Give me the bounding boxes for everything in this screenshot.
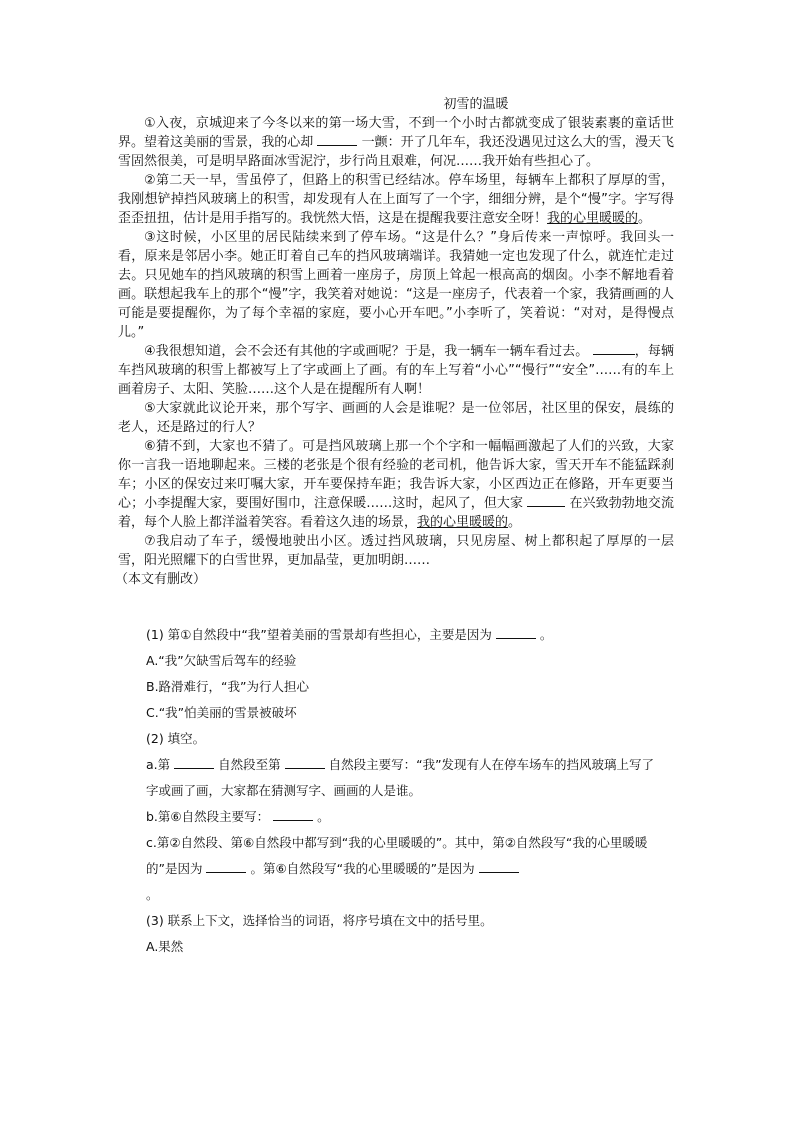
answer-blank[interactable] (317, 133, 357, 146)
underlined-sentence: 我的心里暖暖的 (547, 211, 639, 226)
answer-blank[interactable] (206, 860, 246, 873)
reading-passage (115, 114, 674, 589)
passage-title: 初雪的温暖 (443, 97, 509, 112)
question-2a: a.第 自然段至第 自然段主要写：“我”发现有人在停车场车的挡风玻璃上写了字或画了画，大家都在猜测写字、画画的人是谁。 (146, 757, 655, 798)
source-note: （本文有删改） (115, 572, 207, 587)
paragraph-1: ①入夜，京城迎来了今冬以来的第一场大雪，不到一个小时古都就变成了银装素裹的童话世界。望着这美丽的雪景，我的心却 一颤：开了几年车，我还没遇见过这么大的雪，漫天飞雪固然很美，可是明早路面冰雪泥泞，步行尚且艰难，何况……我开始有些担心了。 (118, 116, 674, 169)
question-2b: b.第⑥自然段主要写： 。 (146, 809, 330, 824)
question-3: (3) 联系上下文，选择恰当的词语，将序号填在文中的括号里。 (146, 913, 493, 928)
question-2c: c.第②自然段、第⑥自然段中都写到“我的心里暖暖的”。其中，第②自然段写“我的心里暖暖的”是因为 。第⑥自然段写“我的心里暖暖的”是因为 。 (146, 835, 648, 902)
answer-blank[interactable] (285, 756, 325, 769)
answer-blank[interactable] (593, 342, 635, 355)
question-section (146, 622, 666, 960)
answer-blank[interactable] (273, 808, 313, 821)
option-c[interactable]: C.“我”怕美丽的雪景被破坏 (146, 705, 297, 720)
paragraph-5: ⑤大家就此议论开来，那个写字、画画的人会是谁呢？是一位邻居，社区里的保安，晨练的老人，还是路过的行人？ (118, 401, 674, 435)
paragraph-7: ⑦我启动了车子，缓慢地驶出小区。透过挡风玻璃，只见房屋、树上都积起了厚厚的一层雪，阳光照耀下的白雪世界，更加晶莹，更加明朗…… (118, 534, 674, 568)
answer-blank[interactable] (496, 626, 536, 639)
question-1: (1) 第①自然段中“我”望着美丽的雪景却有些担心，主要是因为 。 (146, 627, 553, 642)
paragraph-2: ②第二天一早，雪虽停了，但路上的积雪已经结冰。停车场里，每辆车上都积了厚厚的雪，我刚想铲掉挡风玻璃上的积雪，却发现有人在上面写了一个字，细细分辨，是个“慢”字。字写得歪歪扭扭，估计是用手指写的。我恍然大悟，这是在提醒我要注意安全呀！我的心里暖暖的。 (118, 173, 674, 226)
answer-blank[interactable] (174, 756, 214, 769)
option-a-guoran[interactable]: A.果然 (146, 939, 184, 954)
option-b[interactable]: B.路滑难行，“我”为行人担心 (146, 679, 310, 694)
question-2: (2) 填空。 (146, 731, 206, 746)
paragraph-6: ⑥猜不到，大家也不猜了。可是挡风玻璃上那一个个字和一幅幅画激起了人们的兴致，大家你一言我一语地聊起来。三楼的老张是个很有经验的老司机，他告诉大家，雪天开车不能猛踩刹车；小区的保安过来叮嘱大家，开车要保持车距；我告诉大家，小区西边正在修路，开车更要当心；小李提醒大家，要围好围巾，注意保暖……这时，起风了，但大家 在兴致勃勃地交流着，每个人脸上都洋溢着笑容。看着这久违的场景，我的心里暖暖的。 (118, 439, 674, 530)
option-a[interactable]: A.“我”欠缺雪后驾车的经验 (146, 653, 297, 668)
answer-blank[interactable] (527, 494, 565, 507)
paragraph-4: ④我很想知道，会不会还有其他的字或画呢？于是，我一辆车一辆车看过去。 ，每辆车挡风玻璃的积雪上都被写上了字或画上了画。有的车上写着“小心”“慢行”“安全”……有的车上画着房子、太阳、笑脸……这个人是在提醒所有人啊！ (118, 344, 674, 397)
paragraph-3: ③这时候，小区里的居民陆续来到了停车场。“这是什么？”身后传来一声惊呼。我回头一看，原来是邻居小李。她正盯着自己车的挡风玻璃端详。我猜她一定也发现了什么，就连忙走过去。只见她车的挡风玻璃的积雪上画着一座房子，房顶上耸起一根高高的烟囱。小李不解地看着画。联想起我车上的那个“慢”字，我笑着对她说：“这是一座房子，代表着一个家，我猜画画的人可能是要提醒你，为了每个幸福的家庭，要小心开车吧。”小李听了，笑着说：“对对，是得慢点儿。” (118, 230, 674, 340)
underlined-sentence: 我的心里暖暖的 (417, 515, 509, 530)
answer-blank[interactable] (479, 860, 519, 873)
